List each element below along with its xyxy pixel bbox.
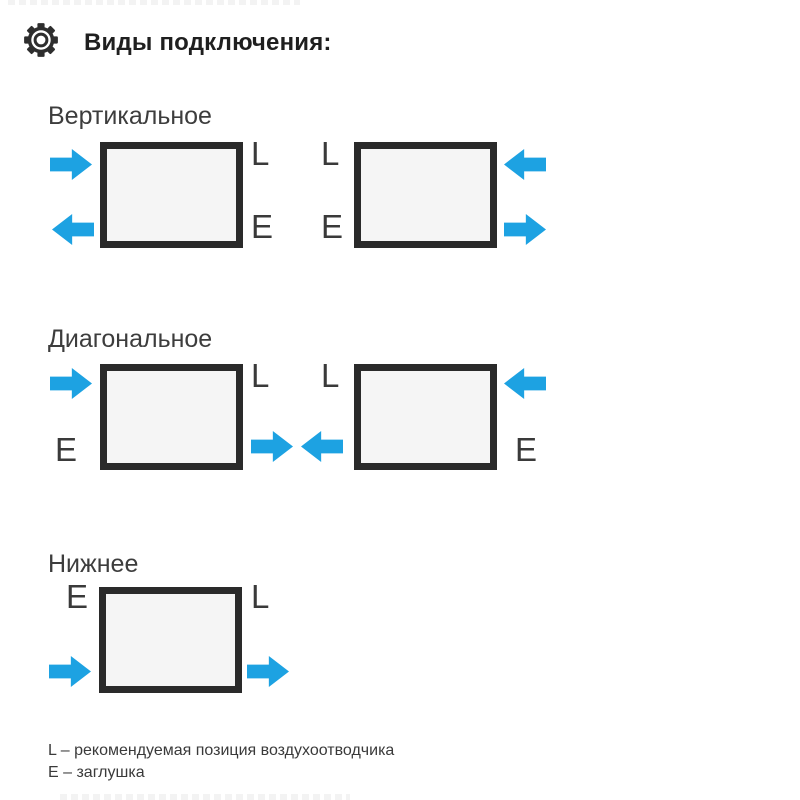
flow-in-arrow bbox=[49, 656, 91, 687]
flow-in-arrow bbox=[504, 368, 546, 399]
gear-icon bbox=[22, 21, 60, 59]
cropped-text-sliver-top bbox=[8, 0, 300, 5]
air-vent-label: L bbox=[321, 357, 340, 394]
air-vent-label: L bbox=[251, 135, 270, 172]
legend-line-plug: E – заглушка bbox=[48, 764, 145, 781]
plug-label: E bbox=[321, 208, 344, 245]
flow-out-arrow bbox=[251, 431, 293, 462]
radiator-rect bbox=[99, 587, 242, 693]
air-vent-label: L bbox=[251, 357, 270, 394]
plug-label: E bbox=[515, 431, 538, 468]
flow-out-arrow bbox=[301, 431, 343, 462]
radiator-rect bbox=[354, 364, 497, 470]
air-vent-label: L bbox=[321, 135, 340, 172]
radiator-rect bbox=[100, 364, 243, 470]
section-title-vertical: Вертикальное bbox=[48, 102, 212, 130]
section-title-diagonal: Диагональное bbox=[48, 325, 213, 353]
flow-out-arrow bbox=[504, 214, 546, 245]
plug-label: E bbox=[251, 208, 274, 245]
section-title-bottom: Нижнее bbox=[48, 550, 139, 578]
page-title: Виды подключения: bbox=[84, 29, 332, 56]
legend-line-air-vent: L – рекомендуемая позиция воздухоотводчика bbox=[48, 742, 395, 759]
air-vent-label: L bbox=[251, 578, 270, 615]
flow-out-arrow bbox=[247, 656, 289, 687]
flow-in-arrow bbox=[50, 368, 92, 399]
flow-out-arrow bbox=[52, 214, 94, 245]
cropped-text-sliver-bottom bbox=[60, 794, 350, 800]
flow-in-arrow bbox=[50, 149, 92, 180]
plug-label: E bbox=[55, 431, 78, 468]
plug-label: E bbox=[66, 578, 89, 615]
flow-in-arrow bbox=[504, 149, 546, 180]
radiator-rect bbox=[354, 142, 497, 248]
radiator-rect bbox=[100, 142, 243, 248]
